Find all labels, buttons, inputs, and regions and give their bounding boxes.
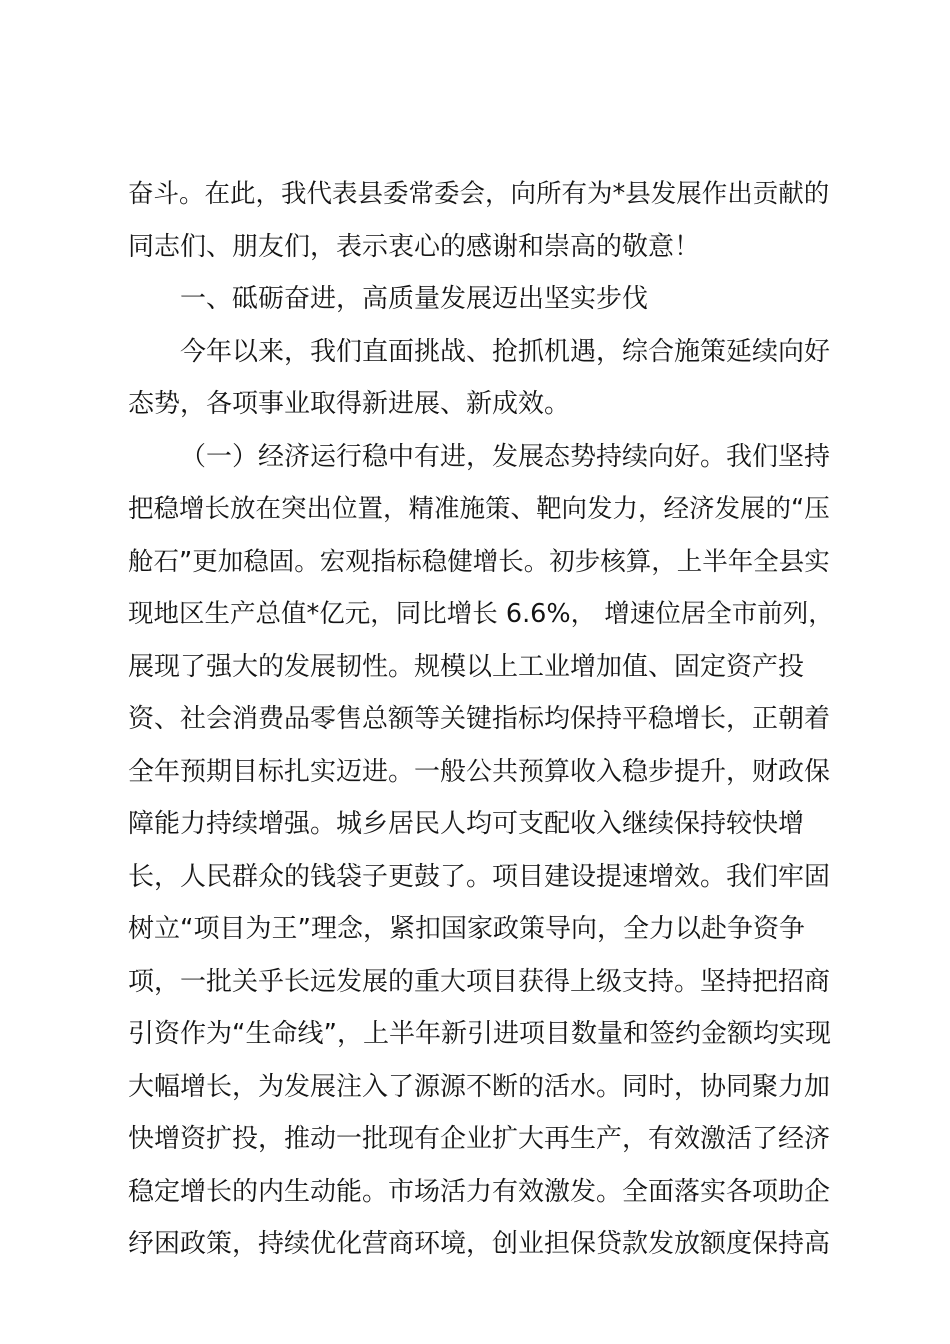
text-line: 障能力持续增强。城乡居民人均可支配收入继续保持较快增 <box>128 809 805 839</box>
text-line: 全年预期目标扎实迈进。一般公共预算收入稳步提升，财政保 <box>128 756 831 787</box>
text-line: 大幅增长，为发展注入了源源不断的活水。同时，协同聚力加 <box>128 1071 831 1102</box>
text-line: 项，一批关乎长远发展的重大项目获得上级支持。坚持把招商 <box>128 966 831 997</box>
text-line: 现地区生产总值*亿元，同比增长 6.6%， 增速位居全市前列， <box>128 599 834 629</box>
text-line: 资、社会消费品零售总额等关键指标均保持平稳增长，正朝着 <box>128 704 831 734</box>
body-text <box>128 172 838 1275</box>
text-line: 同志们、朋友们，表示衷心的感谢和崇高的敬意！ <box>128 231 701 262</box>
text-line: 稳定增长的内生动能。市场活力有效激发。全面落实各项助企 <box>128 1176 831 1207</box>
section-heading: 一、砥砺奋进，高质量发展迈出坚实步伐 <box>180 284 649 314</box>
text-line: 长，人民群众的钱袋子更鼓了。项目建设提速增效。我们牢固 <box>128 861 831 892</box>
text-line: 把稳增长放在突出位置，精准施策、靶向发力，经济发展的“压 <box>128 494 830 524</box>
text-line: 引资作为“生命线”，上半年新引进项目数量和签约金额均实现 <box>128 1019 831 1049</box>
text-line: 树立“项目为王”理念，紧扣国家政策导向，全力以赴争资争 <box>128 914 805 944</box>
text-line: 展现了强大的发展韧性。规模以上工业增加值、固定资产投 <box>128 651 805 682</box>
subsection-heading-line: （一）经济运行稳中有进，发展态势持续向好。我们坚持 <box>180 441 831 472</box>
text-line: 舱石”更加稳固。宏观指标稳健增长。初步核算，上半年全县实 <box>128 546 830 577</box>
text-line: 今年以来，我们直面挑战、抢抓机遇，综合施策延续向好 <box>180 336 831 367</box>
text-line: 快增资扩投，推动一批现有企业扩大再生产，有效激活了经济 <box>128 1124 831 1154</box>
text-line: 奋斗。在此，我代表县委常委会，向所有为*县发展作出贡献的 <box>128 179 830 209</box>
text-line: 态势，各项事业取得新进展、新成效。 <box>128 389 571 419</box>
text-line: 纾困政策，持续优化营商环境，创业担保贷款发放额度保持高 <box>128 1229 831 1259</box>
